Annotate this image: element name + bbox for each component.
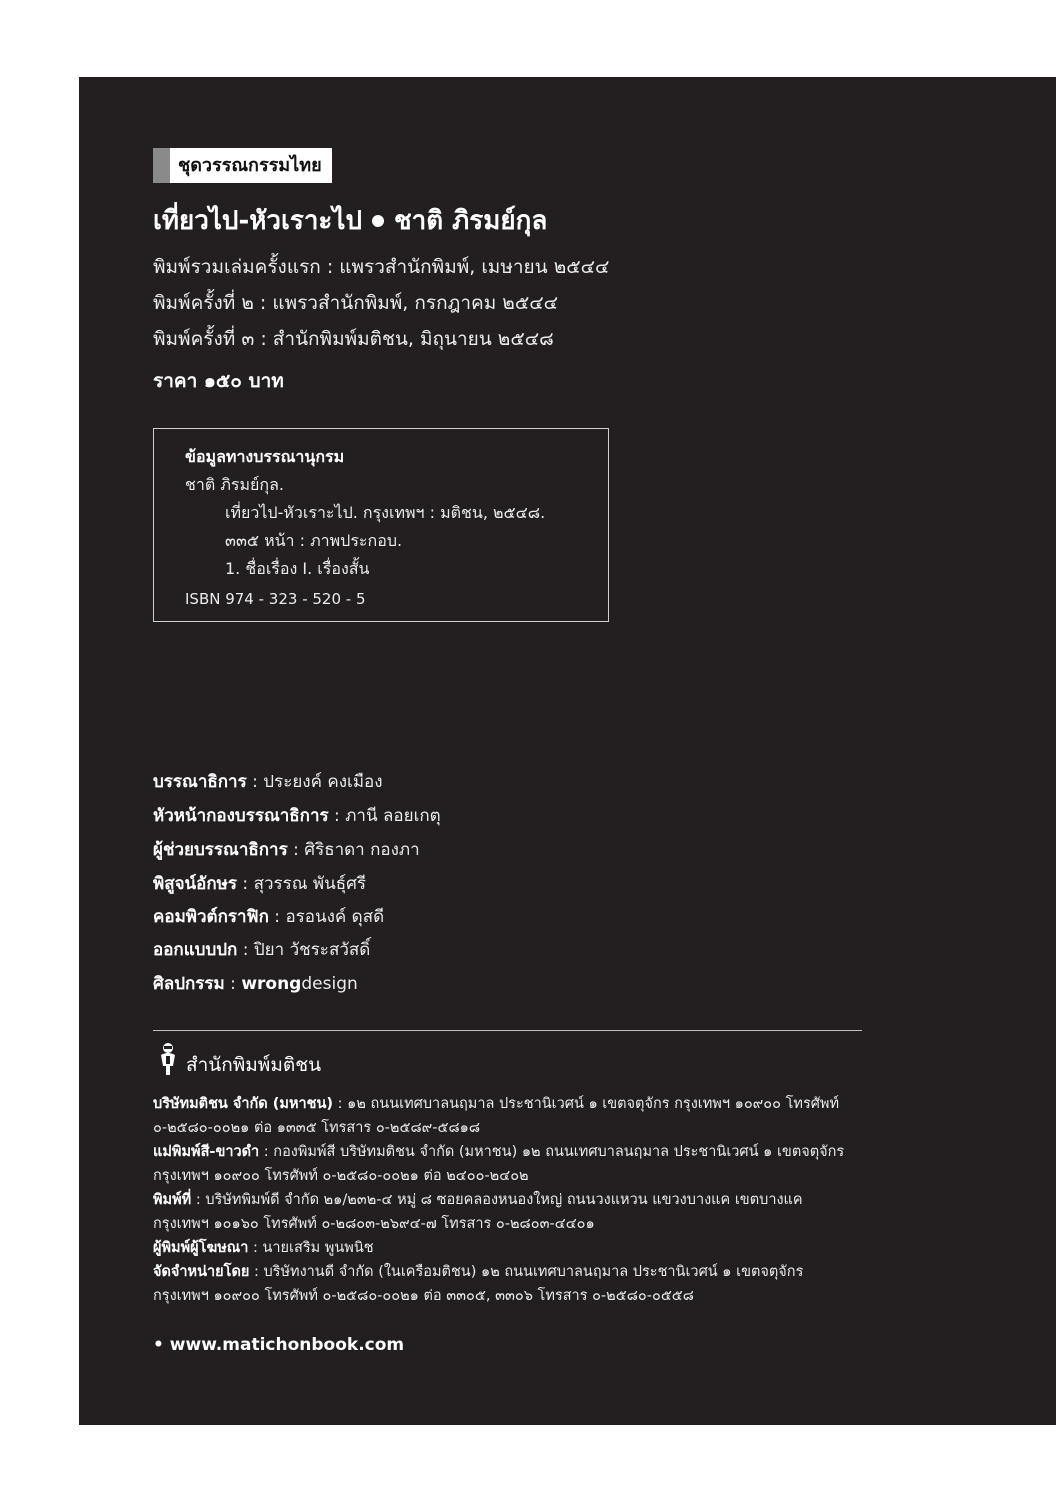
- publisher-logo-icon: [158, 1042, 178, 1076]
- credit-name-rest: design: [301, 974, 358, 994]
- credit-assistant-editor: ผู้ช่วยบรรณาธิการ : ศิริธาดา กองภา: [153, 840, 420, 860]
- book-title: [153, 200, 547, 241]
- imprint-label: พิมพ์ที่: [153, 1192, 192, 1208]
- credit-role: คอมพิวต์กราฟิก: [153, 907, 269, 927]
- series-label: [153, 148, 332, 183]
- imprint-text: : กองพิมพ์สี บริษัทมติชน จำกัด (มหาชน) ๑๒ ถนนเทศบาลนฤมาล ประชานิเวศน์ ๑ เขตจตุจักร กรุงเทพฯ ๑๐๙๐๐ โทรศัพท์ ๐-๒๕๘๐-๐๐๒๑ ต่อ ๒๔๐๐-๒๔๐๒: [153, 1144, 845, 1184]
- publisher-name: สำนักพิมพ์มติชน: [186, 1054, 322, 1076]
- series-text: ชุดวรรณกรรมไทย: [170, 148, 332, 183]
- series-bar: [153, 148, 170, 183]
- credit-role: หัวหน้ากองบรรณาธิการ: [153, 806, 329, 826]
- website-link[interactable]: • www.matichonbook.com: [153, 1335, 405, 1355]
- isbn: ISBN 974 - 323 - 520 - 5: [185, 590, 366, 608]
- credit-proofreader: พิสูจน์อักษร : สุวรรณ พันธุ์ศรี: [153, 874, 367, 894]
- price: ราคา ๑๕๐ บาท: [153, 370, 284, 392]
- credit-computer-graphics: คอมพิวต์กราฟิก : อรอนงค์ ดุสดี: [153, 907, 385, 927]
- publisher-header: [158, 1042, 321, 1076]
- credit-role: พิสูจน์อักษร: [153, 874, 238, 894]
- credit-editor: บรรณาธิการ : ประยงค์ คงเมือง: [153, 772, 383, 792]
- credit-name: สุวรรณ พันธุ์ศรี: [253, 874, 367, 894]
- imprint-block: [153, 1092, 862, 1308]
- credit-role: ศิลปกรรม: [153, 974, 225, 994]
- credit-art: ศิลปกรรม : wrongdesign: [153, 974, 358, 994]
- imprint-company: [153, 1092, 862, 1140]
- imprint-text: : นายเสริม พูนพนิช: [248, 1240, 374, 1256]
- credit-role: บรรณาธิการ: [153, 772, 247, 792]
- cataloging-line: ชาติ ภิรมย์กุล.: [185, 475, 284, 494]
- edition-second: พิมพ์ครั้งที่ ๒ : แพรวสำนักพิมพ์, กรกฎาคม ๒๕๔๔: [153, 292, 558, 314]
- credit-name: อรอนงค์ ดุสดี: [285, 907, 385, 927]
- bullet-dot-icon: [372, 215, 384, 227]
- imprint-printer: [153, 1188, 862, 1236]
- author-text: ชาติ ภิรมย์กุล: [393, 206, 548, 236]
- cataloging-box: [153, 428, 609, 622]
- cataloging-line: เที่ยวไป-หัวเราะไป. กรุงเทพฯ : มติชน, ๒๕๔๘.: [225, 503, 546, 522]
- credit-name: ปิยา วัชระสวัสดิ์: [253, 940, 371, 960]
- imprint-label: จัดจำหน่ายโดย: [153, 1264, 250, 1280]
- imprint-text: : บริษัทพิมพ์ดี จำกัด ๒๑/๒๓๒-๔ หมู่ ๘ ซอยคลองหนองใหญ่ ถนนวงแหวน แขวงบางแค เขตบางแค กรุงเทพฯ ๑๐๑๖๐ โทรศัพท์ ๐-๒๘๐๓-๒๖๙๔-๗ โทรสาร ๐-๒๘๐๓-๔๔๐๑: [153, 1192, 803, 1232]
- credit-name-bold: wrong: [241, 974, 302, 994]
- credit-cover-design: ออกแบบปก : ปิยา วัชระสวัสดิ์: [153, 940, 371, 960]
- credit-name: ศิริธาดา กองภา: [304, 840, 420, 860]
- cataloging-line: 1. ชื่อเรื่อง I. เรื่องสั้น: [225, 559, 370, 578]
- imprint-label: ผู้พิมพ์ผู้โฆษณา: [153, 1240, 249, 1256]
- title-text: เที่ยวไป-หัวเราะไป: [153, 206, 362, 236]
- imprint-label: แม่พิมพ์สี-ขาวดำ: [153, 1144, 260, 1160]
- credit-name: ภานี ลอยเกตุ: [345, 806, 441, 826]
- credit-role: ผู้ช่วยบรรณาธิการ: [153, 840, 288, 860]
- imprint-color-plates: [153, 1140, 862, 1188]
- edition-first: พิมพ์รวมเล่มครั้งแรก : แพรวสำนักพิมพ์, เมษายน ๒๕๔๔: [153, 256, 610, 278]
- credit-editorial-head: หัวหน้ากองบรรณาธิการ : ภานี ลอยเกตุ: [153, 806, 441, 826]
- imprint-label: บริษัทมติชน จำกัด (มหาชน): [153, 1096, 334, 1112]
- cataloging-line: ๓๓๕ หน้า : ภาพประกอบ.: [225, 531, 403, 550]
- imprint-text: : บริษัทงานดี จำกัด (ในเครือมติชน) ๑๒ ถนนเทศบาลนฤมาล ประชานิเวศน์ ๑ เขตจตุจักร กรุงเทพฯ ๑๐๙๐๐ โทรศัพท์ ๐-๒๕๘๐-๐๐๒๑ ต่อ ๓๓๐๕, ๓๓๐๖ โทรสาร ๐-๒๕๘๐-๐๕๕๘: [153, 1264, 804, 1304]
- credit-role: ออกแบบปก: [153, 940, 238, 960]
- cataloging-title: ข้อมูลทางบรรณานุกรม: [185, 447, 345, 466]
- divider: [153, 1030, 862, 1031]
- imprint-publisher-advertiser: [153, 1236, 862, 1260]
- imprint-text: : ๑๒ ถนนเทศบาลนฤมาล ประชานิเวศน์ ๑ เขตจตุจักร กรุงเทพฯ ๑๐๙๐๐ โทรศัพท์ ๐-๒๕๘๐-๐๐๒๑ ต่อ ๑๓๓๕ โทรสาร ๐-๒๕๘๙-๕๘๑๘: [153, 1096, 840, 1136]
- imprint-distributor: [153, 1260, 862, 1308]
- edition-third: พิมพ์ครั้งที่ ๓ : สำนักพิมพ์มติชน, มิถุนายน ๒๕๔๘: [153, 328, 554, 350]
- credit-name: ประยงค์ คงเมือง: [263, 772, 383, 792]
